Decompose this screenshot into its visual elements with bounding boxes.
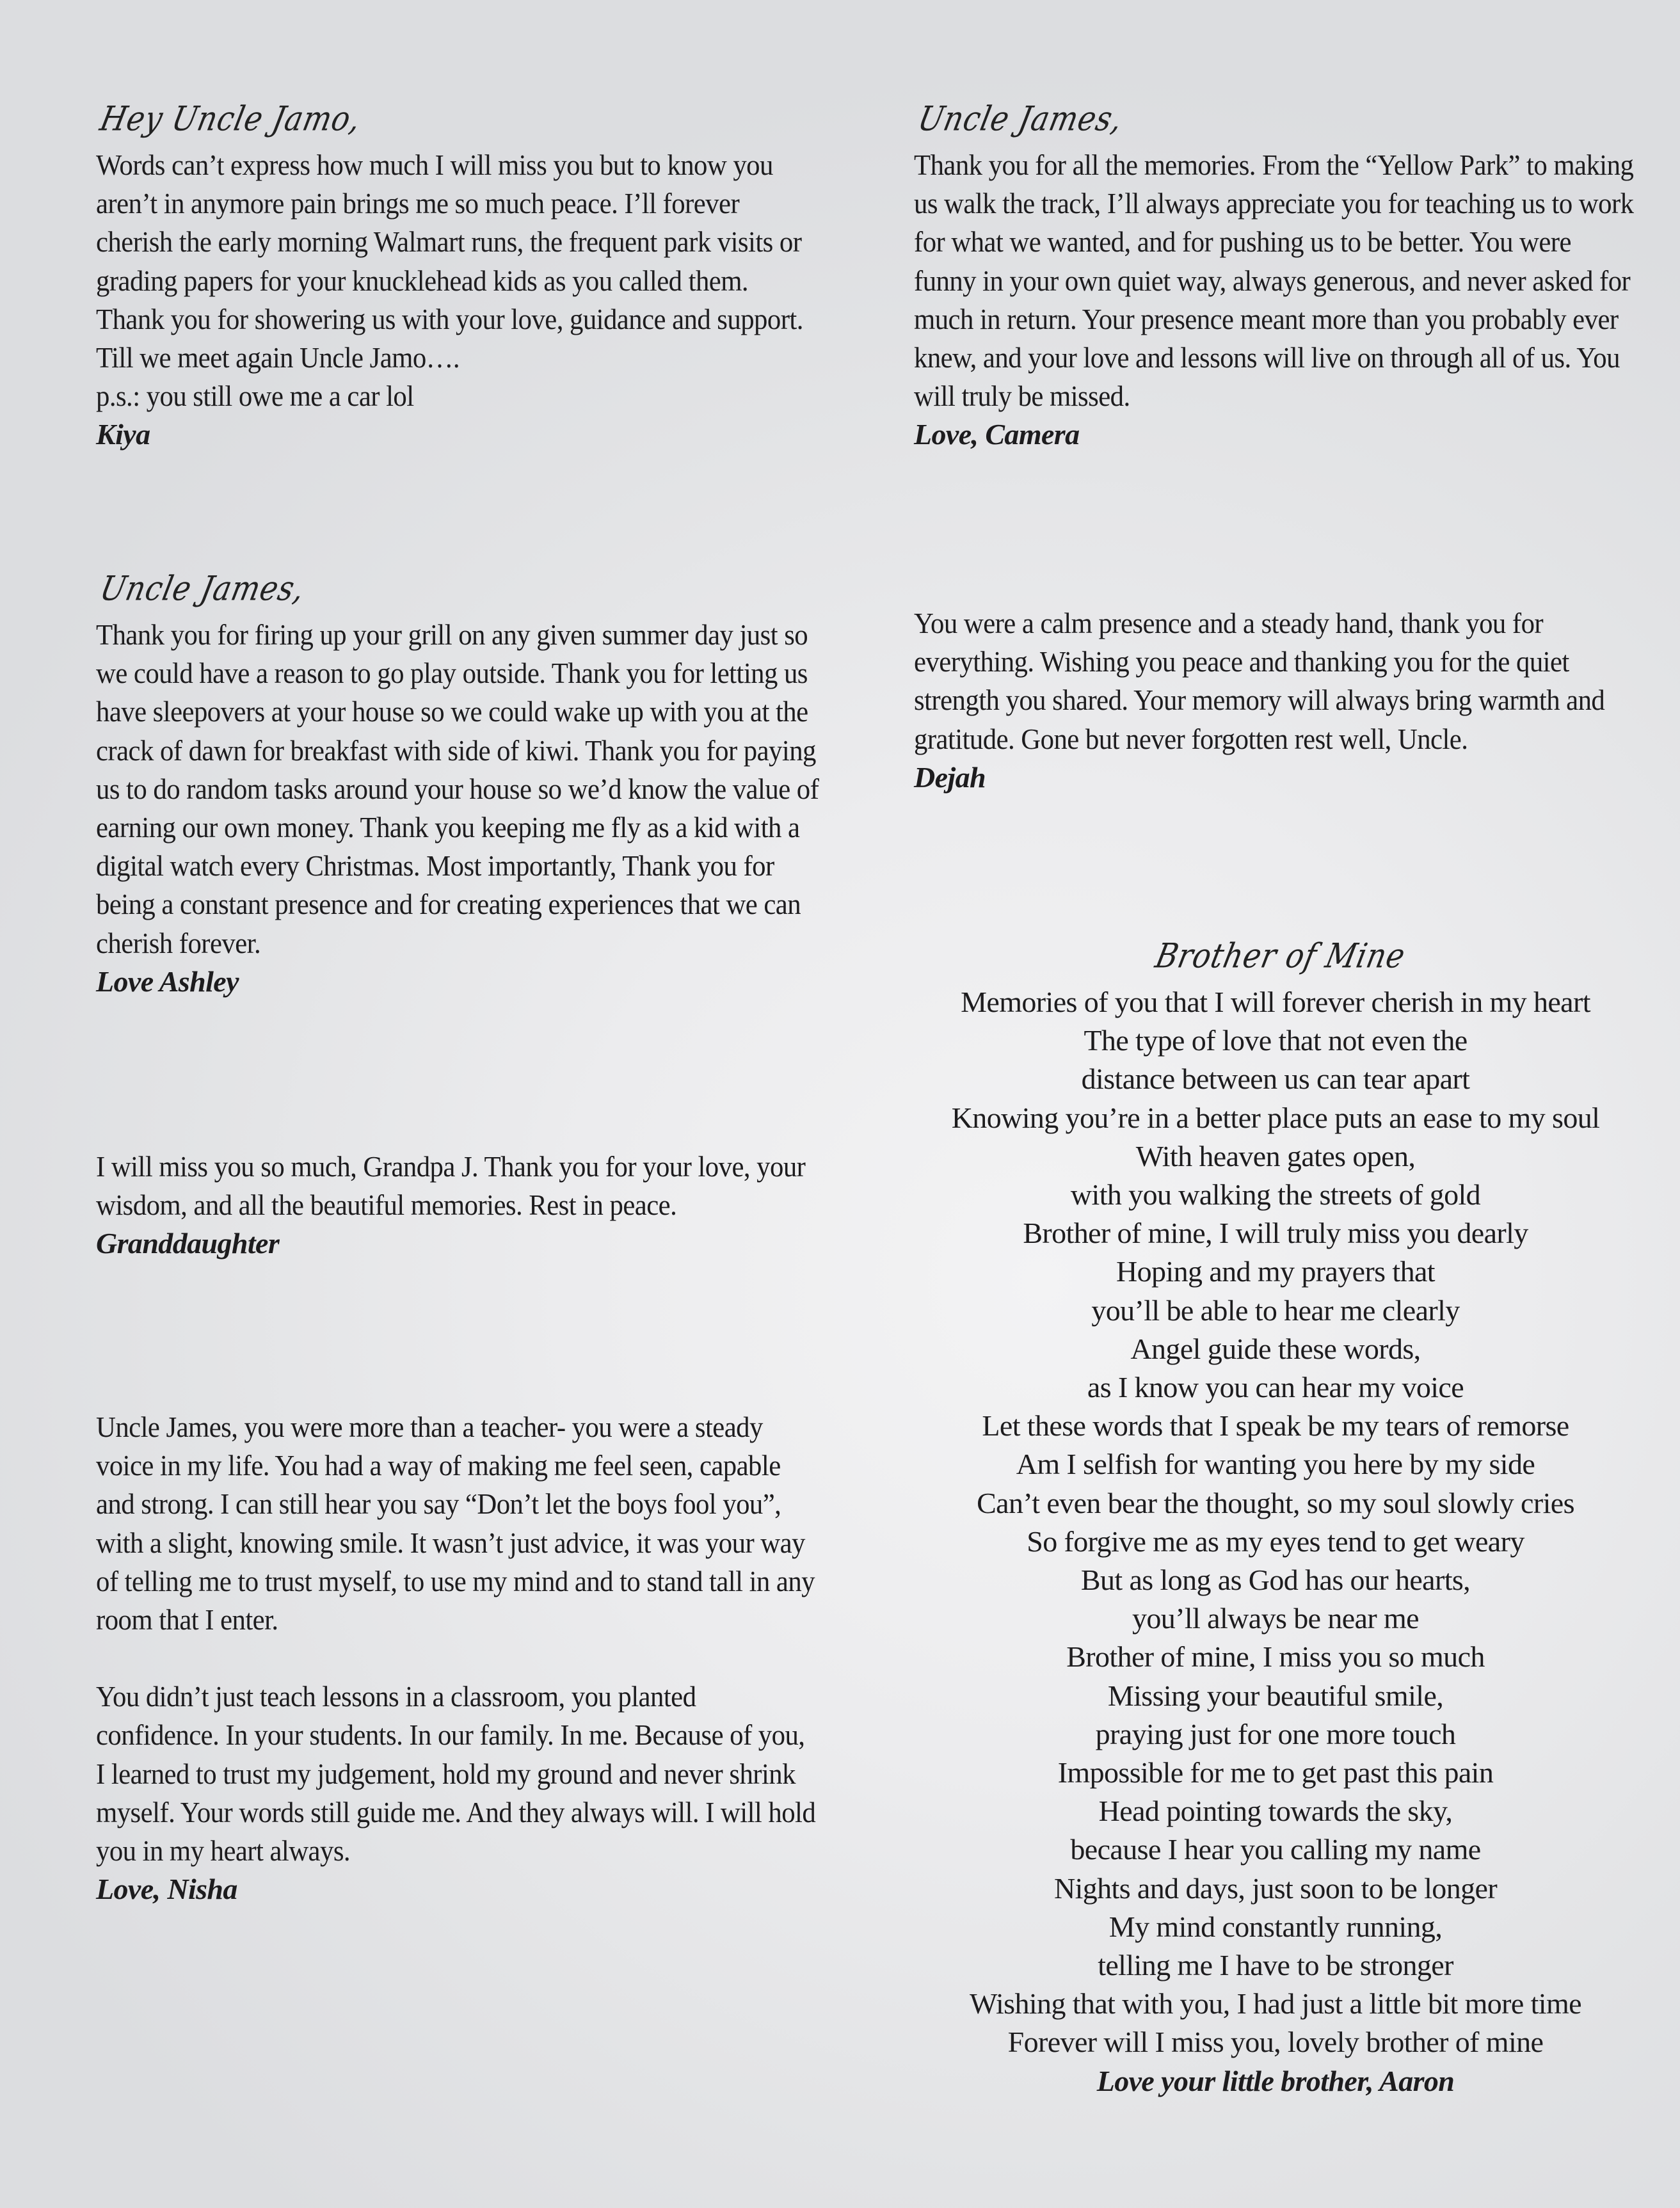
poem-line: with you walking the streets of gold: [1070, 1178, 1481, 1212]
message-ashley: [96, 568, 819, 1001]
poem-line: The type of love that not even the: [1084, 1024, 1468, 1057]
poem-line: as I know you can hear my voice: [1087, 1371, 1464, 1404]
message-paragraph: I will miss you so much, Grandpa J. Thank you for your love, your wisdom, and all the beautiful memories. Rest in peace.: [96, 1150, 806, 1222]
message-signature: Love, Nisha: [96, 1873, 237, 1906]
message-postscript: p.s.: you still owe me a car lol: [96, 380, 414, 413]
message-signature: Granddaughter: [96, 1227, 280, 1260]
poem-title: Brother of Mine: [1152, 936, 1409, 976]
message-granddaughter: [96, 1148, 819, 1263]
message-signature: Love Ashley: [96, 964, 239, 998]
message-paragraph: You didn’t just teach lessons in a classroom, you planted confidence. In your students. In our family. In me. Because of you, I learned to trust my judgement, hold my ground and never shrink myself. Your words still guide me. And they always will. I will hold you in my heart always.: [96, 1680, 816, 1868]
poem-line: Let these words that I speak be my tears of remorse: [982, 1409, 1569, 1443]
poem-line: With heaven gates open,: [1135, 1139, 1416, 1172]
poem-line: Am I selfish for wanting you here by my side: [1016, 1448, 1535, 1481]
message-paragraph: Thank you for all the memories. From the “Yellow Park” to making us walk the track, I’ll always appreciate you for teaching us to work for what we wanted, and for pushing us to be better. You were funny in your own quiet way, always generous, and never asked for much in return. Your presence meant more than you probably ever knew, and your love and lessons will live on through all of us. You will truly be missed.: [914, 148, 1634, 413]
message-paragraph: Uncle James, you were more than a teacher- you were a steady voice in my life. You had a way of making me feel seen, capable and strong. I can still hear you say “Don’t let the boys fool you”, with a slight, knowing smile. It wasn’t just advice, it was your way of telling me to trust myself, to use my mind and to stand tall in any room that I enter.: [96, 1411, 815, 1636]
message-heading: Hey Uncle Jamo,: [97, 99, 365, 139]
message-kiya: [96, 101, 819, 454]
poem-line: But as long as God has our hearts,: [1080, 1564, 1471, 1597]
poem-line: distance between us can tear apart: [1081, 1062, 1470, 1096]
poem-line: Hoping and my prayers that: [1116, 1255, 1435, 1288]
message-paragraph: You were a calm presence and a steady hand, thank you for everything. Wishing you peace and thanking you for the quiet strength you shared. Your memory will always bring warmth and gratitude. Gone but never forgotten rest well, Uncle.: [914, 607, 1605, 755]
poem-line: So forgive me as my eyes tend to get weary: [1027, 1524, 1524, 1558]
poem-line: Memories of you that I will forever cherish in my heart: [961, 986, 1590, 1018]
message-signature: Love, Camera: [914, 418, 1080, 451]
message-body: [96, 146, 819, 415]
message-body: [914, 146, 1637, 415]
message-body: [96, 1148, 819, 1224]
message-heading: Uncle James,: [915, 99, 1127, 139]
poem-line: Wishing that with you, I had just a little bit more time: [970, 1987, 1581, 2020]
poem-line: Brother of mine, I miss you so much: [1066, 1640, 1485, 1674]
message-signature: Dejah: [914, 760, 986, 794]
poem-line: Knowing you’re in a better place puts an ease to my soul: [951, 1101, 1600, 1134]
message-camera: [914, 101, 1637, 454]
poem-brother-of-mine: [914, 938, 1637, 2100]
poem-lines: [914, 983, 1637, 2062]
poem-line: praying just for one more touch: [1095, 1717, 1456, 1750]
poem-signature: Love your little brother, Aaron: [1096, 2064, 1455, 2097]
message-paragraph: Words can’t express how much I will miss you but to know you aren’t in anymore pain brings me so much peace. I’ll forever cherish the early morning Walmart runs, the frequent park visits or grading papers for your knucklehead kids as you called them. Thank you for showering us with your love, guidance and support. Till we meet again Uncle Jamo….: [96, 148, 803, 374]
poem-line: Nights and days, just soon to be longer: [1053, 1871, 1498, 1905]
poem-line: Head pointing towards the sky,: [1098, 1795, 1453, 1828]
message-body: [96, 616, 819, 963]
poem-line: you’ll always be near me: [1132, 1602, 1419, 1635]
poem-line: Impossible for me to get past this pain: [1057, 1756, 1494, 1789]
message-body: [914, 604, 1637, 758]
poem-line: telling me I have to be stronger: [1098, 1949, 1453, 1982]
message-signature: Kiya: [96, 418, 150, 451]
message-body: [96, 1408, 819, 1870]
message-dejah: [914, 604, 1637, 797]
poem-line: My mind constantly running,: [1108, 1910, 1443, 1943]
poem-line: Can’t even bear the thought, so my soul slowly cries: [977, 1486, 1574, 1519]
poem-line: Forever will I miss you, lovely brother of mine: [1007, 2026, 1544, 2059]
poem-line: because I hear you calling my name: [1070, 1833, 1481, 1866]
poem-line: Missing your beautiful smile,: [1107, 1679, 1444, 1712]
poem-line: Brother of mine, I will truly miss you dearly: [1023, 1217, 1528, 1250]
message-paragraph: Thank you for firing up your grill on any given summer day just so we could have a reason to go play outside. Thank you for letting us have sleepovers at your house so we could wake up with you at the crack of dawn for breakfast with side of kiwi. Thank you for paying us to do random tasks around your house so we’d know the value of earning our own money. Thank you keeping me fly as a kid with a digital watch every Christmas. Most importantly, Thank you for being a constant presence and for creating experiences that we can cherish forever.: [96, 618, 819, 959]
message-heading: Uncle James,: [97, 568, 309, 609]
poem-line: you’ll be able to hear me clearly: [1091, 1293, 1460, 1327]
message-nisha: [96, 1408, 819, 1908]
poem-line: Angel guide these words,: [1130, 1332, 1421, 1365]
